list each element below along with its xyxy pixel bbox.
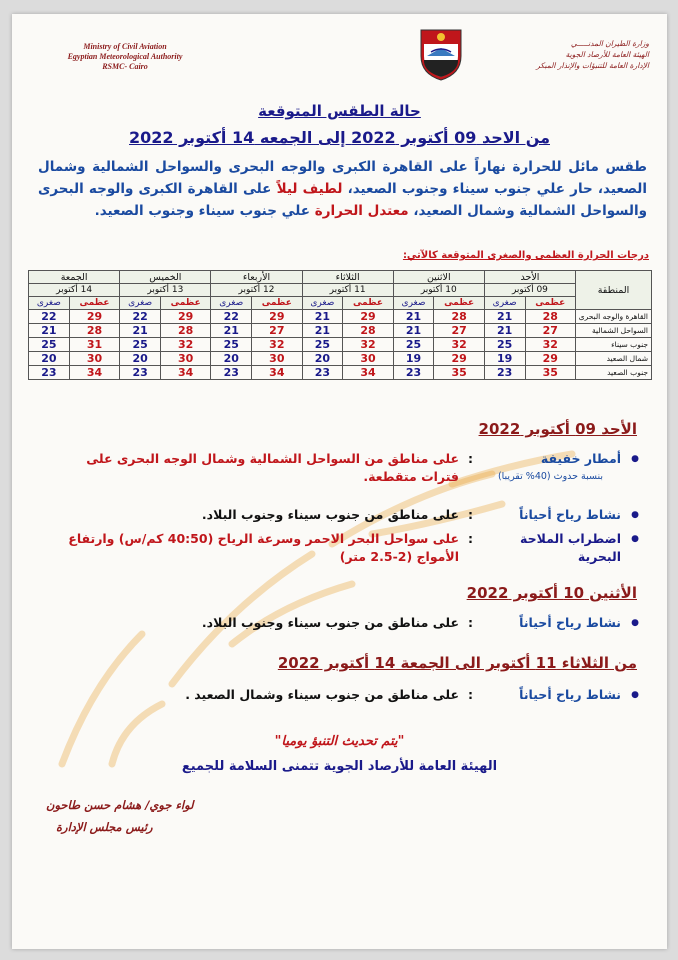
max-temp-cell: 29 bbox=[69, 310, 120, 324]
min-label: صغرى bbox=[29, 297, 70, 310]
date-header: 10 أكتوبر bbox=[393, 284, 484, 297]
min-temp-cell: 25 bbox=[484, 338, 525, 352]
min-temp-cell: 21 bbox=[302, 324, 343, 338]
item-colon: : bbox=[468, 687, 473, 702]
region-header: المنطقة bbox=[576, 271, 652, 310]
update-notice: "يتم تحديث التنبؤ يوميا" bbox=[274, 734, 405, 749]
min-temp-cell: 21 bbox=[484, 324, 525, 338]
min-temp-cell: 20 bbox=[120, 352, 161, 366]
signature-title: رئيس مجلس الإدارة bbox=[56, 820, 153, 834]
min-temp-cell: 22 bbox=[29, 310, 70, 324]
min-temp-cell: 25 bbox=[120, 338, 161, 352]
summary-part-1: طقس مائل للحرارة نهاراً على القاهرة الكبرى والوجه البحرى والسواحل الشمالية وشمال الصعيد، حار علي جنوب سيناء وجنوب الصعيد، bbox=[38, 159, 647, 197]
min-temp-cell: 25 bbox=[393, 338, 434, 352]
min-temp-cell: 20 bbox=[211, 352, 252, 366]
table-maxmin-row bbox=[29, 297, 652, 310]
bullet-icon: ● bbox=[631, 534, 639, 544]
item-label bbox=[473, 450, 621, 486]
max-temp-cell: 32 bbox=[252, 338, 303, 352]
max-temp-cell: 28 bbox=[343, 324, 394, 338]
date-header: 12 أكتوبر bbox=[211, 284, 302, 297]
min-label: صغرى bbox=[393, 297, 434, 310]
wind-description: على مناطق من جنوب سيناء وجنوب البلاد. bbox=[201, 615, 459, 630]
min-temp-cell: 25 bbox=[302, 338, 343, 352]
min-temp-cell: 23 bbox=[302, 366, 343, 380]
temperature-table bbox=[28, 270, 652, 380]
max-temp-cell: 28 bbox=[69, 324, 120, 338]
max-label: عظمى bbox=[252, 297, 303, 310]
min-temp-cell: 19 bbox=[484, 352, 525, 366]
max-temp-cell: 30 bbox=[252, 352, 303, 366]
region-cell: شمال الصعيد bbox=[576, 352, 652, 366]
max-label: عظمى bbox=[69, 297, 120, 310]
header-arabic bbox=[479, 38, 649, 71]
table-row bbox=[29, 338, 652, 352]
max-temp-cell: 34 bbox=[69, 366, 120, 380]
navigation-label: اضطراب الملاحة البحرية bbox=[520, 531, 621, 564]
max-temp-cell: 35 bbox=[525, 366, 576, 380]
forecast-item bbox=[39, 530, 639, 566]
summary-part-3: على القاهرة الكبرى والوجه البحرى والسواحل الشمالية وشمال الصعيد، bbox=[38, 181, 647, 219]
bullet-icon: ● bbox=[631, 690, 639, 700]
max-temp-cell: 29 bbox=[525, 352, 576, 366]
item-colon: : bbox=[468, 615, 473, 630]
temperature-table-body bbox=[29, 310, 652, 380]
min-label: صغرى bbox=[120, 297, 161, 310]
min-temp-cell: 23 bbox=[120, 366, 161, 380]
forecast-period: من الاحد 09 أكتوبر 2022 إلى الجمعه 14 أكتوبر 2022 bbox=[129, 128, 550, 147]
max-temp-cell: 31 bbox=[69, 338, 120, 352]
date-header: 11 أكتوبر bbox=[302, 284, 393, 297]
max-temp-cell: 28 bbox=[160, 324, 211, 338]
header-authority-ar: الهيئة العامة للأرصاد الجوية bbox=[565, 50, 649, 59]
max-temp-cell: 32 bbox=[160, 338, 211, 352]
max-temp-cell: 29 bbox=[160, 310, 211, 324]
bullet-icon: ● bbox=[631, 618, 639, 628]
navigation-description: على سواحل البحر الاحمر وسرعة الرياح (40:50 كم/س) وارتفاع الأمواج (2-2.5 متر) bbox=[68, 531, 459, 564]
forecast-document bbox=[12, 14, 667, 949]
date-header: 14 أكتوبر bbox=[29, 284, 120, 297]
min-temp-cell: 21 bbox=[211, 324, 252, 338]
min-temp-cell: 23 bbox=[393, 366, 434, 380]
max-label: عظمى bbox=[434, 297, 485, 310]
day-header: الثلاثاء bbox=[302, 271, 393, 284]
forecast-item bbox=[39, 450, 639, 486]
rain-probability: بنسبة حدوث (40% تقريبا) bbox=[497, 471, 603, 482]
bullet-icon: ● bbox=[631, 454, 639, 464]
section-sunday-title: الأحد 09 أكتوبر 2022 bbox=[478, 420, 637, 438]
header-ministry-ar: وزارة الطيران المدنـــــي bbox=[570, 39, 649, 48]
wind-label: نشاط رياح أحياناً bbox=[519, 615, 621, 630]
section-monday-title: الأثنين 10 أكتوبر 2022 bbox=[466, 584, 637, 602]
region-cell: القاهرة والوجه البحرى bbox=[576, 310, 652, 324]
min-temp-cell: 25 bbox=[29, 338, 70, 352]
forecast-item bbox=[39, 506, 639, 524]
min-temp-cell: 21 bbox=[29, 324, 70, 338]
summary-part-2: لطيف ليلاً bbox=[276, 181, 343, 197]
max-temp-cell: 30 bbox=[69, 352, 120, 366]
min-temp-cell: 22 bbox=[120, 310, 161, 324]
table-header-row bbox=[29, 271, 652, 284]
item-colon: : bbox=[468, 507, 473, 522]
table-row bbox=[29, 310, 652, 324]
wind-description: على مناطق من جنوب سيناء وشمال الصعيد . bbox=[185, 687, 459, 702]
max-label: عظمى bbox=[343, 297, 394, 310]
min-temp-cell: 21 bbox=[393, 324, 434, 338]
max-temp-cell: 28 bbox=[525, 310, 576, 324]
max-temp-cell: 27 bbox=[434, 324, 485, 338]
day-header: الجمعة bbox=[29, 271, 120, 284]
day-header: الأربعاء bbox=[211, 271, 302, 284]
summary-part-5: علي جنوب سيناء وجنوب الصعيد. bbox=[94, 203, 315, 219]
region-cell: جنوب سيناء bbox=[576, 338, 652, 352]
max-temp-cell: 34 bbox=[252, 366, 303, 380]
max-temp-cell: 30 bbox=[343, 352, 394, 366]
min-label: صغرى bbox=[211, 297, 252, 310]
max-temp-cell: 32 bbox=[434, 338, 485, 352]
summary-part-4: معتدل الحرارة bbox=[314, 203, 409, 219]
page-title: حالة الطقس المتوقعة bbox=[258, 102, 421, 120]
wind-description: على مناطق من جنوب سيناء وجنوب البلاد. bbox=[201, 507, 459, 522]
weather-summary bbox=[38, 156, 647, 222]
min-temp-cell: 21 bbox=[393, 310, 434, 324]
min-temp-cell: 21 bbox=[302, 310, 343, 324]
forecast-item bbox=[39, 686, 639, 704]
min-temp-cell: 23 bbox=[29, 366, 70, 380]
table-row bbox=[29, 352, 652, 366]
min-temp-cell: 23 bbox=[211, 366, 252, 380]
max-temp-cell: 32 bbox=[525, 338, 576, 352]
date-header: 09 أكتوبر bbox=[484, 284, 575, 297]
date-header: 13 أكتوبر bbox=[120, 284, 211, 297]
header-rsmc-en: RSMC- Cairo bbox=[102, 62, 148, 71]
min-temp-cell: 19 bbox=[393, 352, 434, 366]
safety-wish: الهيئة العامة للأرصاد الجوية تتمنى السلامة للجميع bbox=[181, 759, 498, 774]
authority-logo-icon bbox=[415, 26, 467, 82]
signature-name: لواء جوي/ هشام حسن طاحون bbox=[46, 798, 194, 812]
region-cell: جنوب الصعيد bbox=[576, 366, 652, 380]
region-cell: السواحل الشمالية bbox=[576, 324, 652, 338]
rain-label: أمطار خفيفة bbox=[540, 451, 621, 466]
max-label: عظمى bbox=[525, 297, 576, 310]
header-ministry-en: Ministry of Civil Aviation bbox=[83, 42, 167, 51]
day-header: الخميس bbox=[120, 271, 211, 284]
table-row bbox=[29, 324, 652, 338]
wind-label: نشاط رياح أحياناً bbox=[519, 507, 621, 522]
max-temp-cell: 29 bbox=[434, 352, 485, 366]
section-tuesday-friday-title: من الثلاثاء 11 أكتوبر الى الجمعة 14 أكتوبر 2022 bbox=[277, 654, 637, 672]
max-temp-cell: 27 bbox=[525, 324, 576, 338]
max-temp-cell: 27 bbox=[252, 324, 303, 338]
header-authority-en: Egyptian Meteorological Authority bbox=[67, 52, 183, 61]
max-temp-cell: 28 bbox=[434, 310, 485, 324]
table-date-row bbox=[29, 284, 652, 297]
table-row bbox=[29, 366, 652, 380]
max-temp-cell: 29 bbox=[343, 310, 394, 324]
item-colon: : bbox=[468, 531, 473, 546]
min-label: صغرى bbox=[302, 297, 343, 310]
max-label: عظمى bbox=[160, 297, 211, 310]
day-header: الاثنين bbox=[393, 271, 484, 284]
max-temp-cell: 32 bbox=[343, 338, 394, 352]
temperature-caption: درجات الحرارة العظمى والصغرى المتوقعة كالآتي: bbox=[402, 250, 649, 261]
min-temp-cell: 22 bbox=[211, 310, 252, 324]
max-temp-cell: 30 bbox=[160, 352, 211, 366]
bullet-icon: ● bbox=[631, 510, 639, 520]
max-temp-cell: 34 bbox=[343, 366, 394, 380]
min-temp-cell: 21 bbox=[120, 324, 161, 338]
forecast-item bbox=[39, 614, 639, 632]
min-temp-cell: 21 bbox=[484, 310, 525, 324]
day-header: الأحد bbox=[484, 271, 575, 284]
max-temp-cell: 35 bbox=[434, 366, 485, 380]
min-temp-cell: 25 bbox=[211, 338, 252, 352]
rain-description: على مناطق من السواحل الشمالية وشمال الوجه البحرى على فترات متقطعة. bbox=[86, 451, 459, 484]
header-english bbox=[30, 42, 220, 72]
min-temp-cell: 23 bbox=[484, 366, 525, 380]
item-colon: : bbox=[468, 451, 473, 466]
min-temp-cell: 20 bbox=[302, 352, 343, 366]
min-temp-cell: 20 bbox=[29, 352, 70, 366]
max-temp-cell: 29 bbox=[252, 310, 303, 324]
wind-label: نشاط رياح أحياناً bbox=[519, 687, 621, 702]
header-department-ar: الإدارة العامة للتنبؤات والإنذار المبكر bbox=[536, 61, 649, 70]
max-temp-cell: 34 bbox=[160, 366, 211, 380]
min-label: صغرى bbox=[484, 297, 525, 310]
